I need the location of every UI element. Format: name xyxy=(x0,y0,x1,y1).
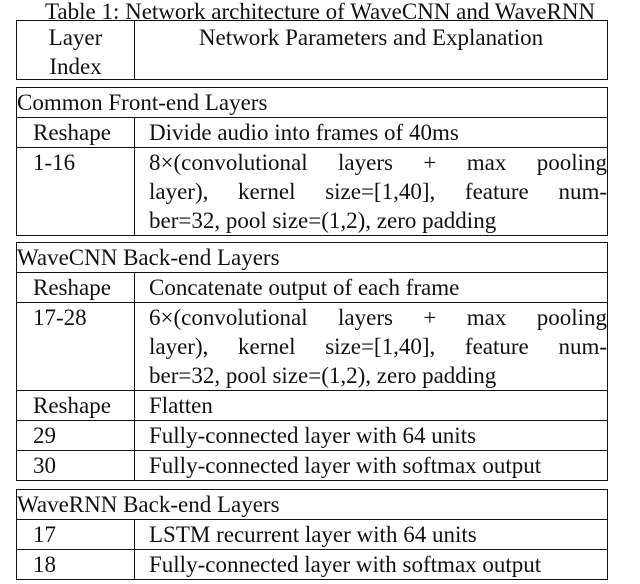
table-row xyxy=(17,420,607,450)
layer-description: Fully-connected layer with 64 units xyxy=(149,423,477,448)
table-row xyxy=(17,450,607,480)
table-caption: Table 1: Network architecture of WaveCNN and WaveRNN xyxy=(44,0,596,24)
cnn-back-end-block xyxy=(16,242,608,481)
table-row xyxy=(17,272,607,302)
layer-index: 29 xyxy=(17,421,135,450)
table-row xyxy=(17,549,607,579)
header-layer-index-line1: Layer xyxy=(48,25,103,50)
rnn-back-end-block xyxy=(16,489,608,580)
table-row xyxy=(17,302,607,390)
header-layer-index-line2: Index xyxy=(49,54,102,79)
table-row xyxy=(17,390,607,420)
layer-description: LSTM recurrent layer with 64 units xyxy=(149,522,477,547)
layer-description: Fully-connected layer with softmax output xyxy=(149,453,542,478)
header-parameters xyxy=(135,21,607,79)
layer-description: 8×(convolutional layers + max pooling layer), kernel size=[1,40], feature num- ber=32, pool size=(1,2), zero padding xyxy=(149,150,607,233)
layer-index: 17-28 xyxy=(17,303,135,390)
layer-index: 1-16 xyxy=(17,148,135,235)
front-end-block xyxy=(16,87,608,236)
layer-description: Fully-connected layer with softmax output xyxy=(149,552,542,577)
front-end-title: Common Front-end Layers xyxy=(17,90,268,115)
table-row xyxy=(17,147,607,235)
layer-index: 17 xyxy=(17,520,135,549)
header-layer-index xyxy=(17,21,135,79)
table-header-block xyxy=(16,20,608,80)
layer-description: Flatten xyxy=(149,393,213,418)
table-row xyxy=(17,117,607,147)
rnn-back-end-title: WaveRNN Back-end Layers xyxy=(17,492,280,517)
layer-index: Reshape xyxy=(17,118,135,147)
layer-index: Reshape xyxy=(17,273,135,302)
layer-description: Divide audio into frames of 40ms xyxy=(149,120,459,145)
table-header-row xyxy=(17,21,607,79)
layer-index: 18 xyxy=(17,550,135,579)
layer-description: Concatenate output of each frame xyxy=(149,275,460,300)
layer-index: 30 xyxy=(17,451,135,480)
cnn-back-end-title: WaveCNN Back-end Layers xyxy=(17,245,280,270)
table-row xyxy=(17,519,607,549)
layer-description: 6×(convolutional layers + max pooling layer), kernel size=[1,40], feature num- ber=32, pool size=(1,2), zero padding xyxy=(149,305,607,388)
header-parameters-text: Network Parameters and Explanation xyxy=(198,25,544,50)
layer-index: Reshape xyxy=(17,391,135,420)
